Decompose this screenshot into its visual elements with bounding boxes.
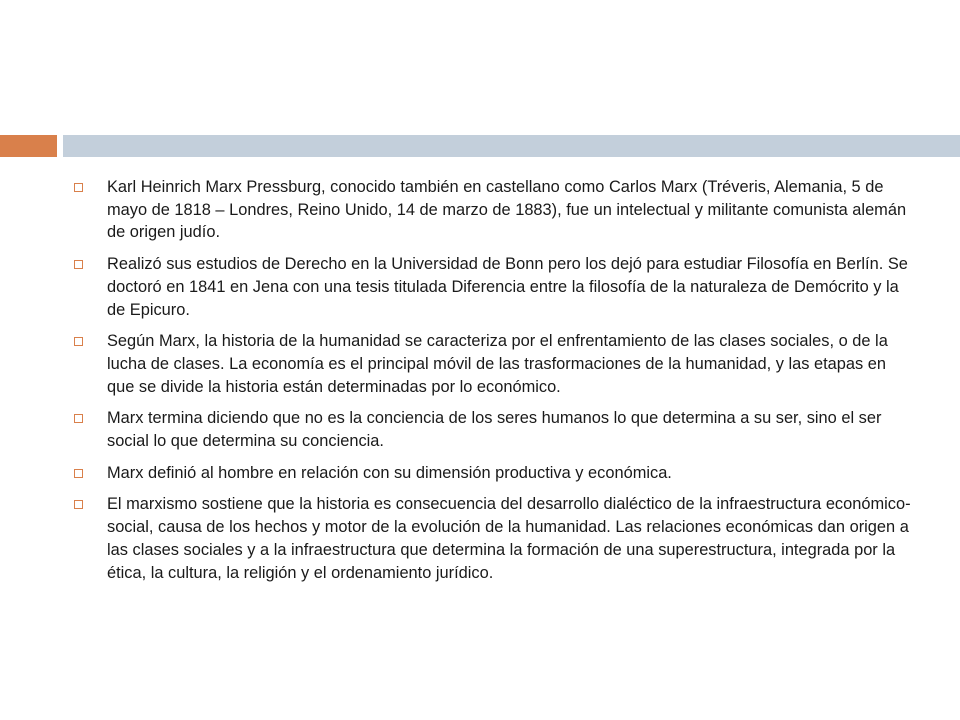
bullet-text: Realizó sus estudios de Derecho en la Universidad de Bonn pero los dejó para estudiar Filosofía en Berlín. Se doctoró en 1841 en Jena con una tesis titulada Diferencia entre la filosofía de la naturaleza de Demócrito y la de Epicuro. <box>107 255 908 319</box>
bullet-text: Marx definió al hombre en relación con su dimensión productiva y económica. <box>107 463 672 482</box>
bullet-item <box>74 253 914 321</box>
bullet-item <box>74 176 914 244</box>
square-bullet-icon <box>74 260 83 269</box>
bullet-text: Karl Heinrich Marx Pressburg, conocido también en castellano como Carlos Marx (Tréveris, Alemania, 5 de mayo de 1818 – Londres, Reino Unido, 14 de marzo de 1883), fue un intelectual y militante comunista alemán de origen judío. <box>107 178 907 242</box>
bullet-item <box>74 407 914 452</box>
square-bullet-icon <box>74 183 83 192</box>
bullet-list <box>74 176 914 593</box>
bullet-item <box>74 493 914 584</box>
bullet-item <box>74 462 914 485</box>
square-bullet-icon <box>74 469 83 478</box>
square-bullet-icon <box>74 500 83 509</box>
square-bullet-icon <box>74 337 83 346</box>
bullet-text: Según Marx, la historia de la humanidad se caracteriza por el enfrentamiento de las clases sociales, o de la lucha de clases. La economía es el principal móvil de las trasformaciones de la humanidad, y las etapas en que se divide la historia están determinadas por lo económico. <box>107 332 888 396</box>
header-accent-blue <box>63 135 960 157</box>
header-accent-orange <box>0 135 57 157</box>
bullet-text: El marxismo sostiene que la historia es consecuencia del desarrollo dialéctico de la infraestructura económico-social, causa de los hechos y motor de la evolución de la humanidad. Las relaciones económicas dan origen a las clases sociales y a la infraestructura que determina la formación de una superestructura, integrada por la ética, la cultura, la religión y el ordenamiento jurídico. <box>107 495 911 582</box>
bullet-text: Marx termina diciendo que no es la conciencia de los seres humanos lo que determina a su ser, sino el ser social lo que determina su conciencia. <box>107 409 882 451</box>
bullet-item <box>74 330 914 398</box>
square-bullet-icon <box>74 414 83 423</box>
